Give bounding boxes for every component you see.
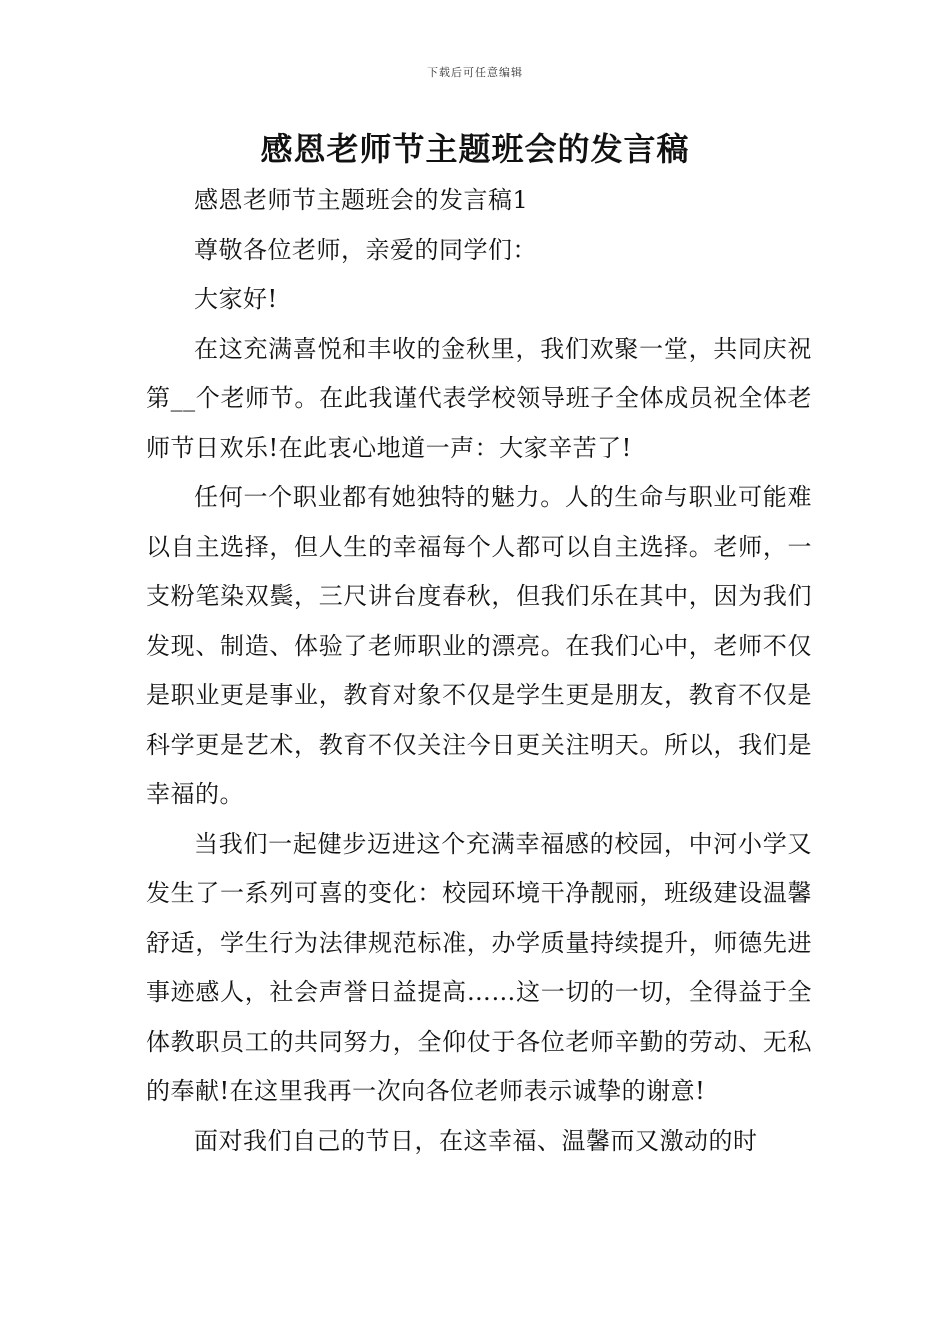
document-title: 感恩老师节主题班会的发言稿: [260, 130, 690, 168]
document-body: [146, 176, 812, 1166]
paragraph-greeting: 大家好!: [194, 285, 278, 313]
paragraph-body: 在这充满喜悦和丰收的金秋里，我们欢聚一堂，共同庆祝第__个老师节。在此我谨代表学校领导班子全体成员祝全体老师节日欢乐!在此衷心地道一声：大家辛苦了!: [146, 334, 812, 462]
paragraph-body: 任何一个职业都有她独特的魅力。人的生命与职业可能难以自主选择，但人生的幸福每个人都可以自主选择。老师，一支粉笔染双鬓，三尺讲台度春秋，但我们乐在其中，因为我们发现、制造、体验了老师职业的漂亮。在我们心中，老师不仅是职业更是事业，教育对象不仅是学生更是朋友，教育不仅是科学更是艺术，教育不仅关注今日更关注明天。所以，我们是幸福的。: [146, 483, 812, 808]
paragraph-body: 当我们一起健步迈进这个充满幸福感的校园，中河小学又发生了一系列可喜的变化：校园环境干净靓丽，班级建设温馨舒适，学生行为法律规范标准，办学质量持续提升，师德先进事迹感人，社会声誉日益提高……这一切的一切，全得益于全体教职员工的共同努力，全仰仗于各位老师辛勤的劳动、无私的奉献!在这里我再一次向各位老师表示诚挚的谢意!: [146, 829, 812, 1105]
paragraph-salutation: 尊敬各位老师，亲爱的同学们：: [194, 235, 537, 264]
paragraph-body: 面对我们自己的节日，在这幸福、温馨而又激动的时: [194, 1126, 758, 1155]
paragraph-subtitle: 感恩老师节主题班会的发言稿1: [194, 186, 529, 214]
header-note: 下载后可任意编辑: [427, 66, 523, 79]
